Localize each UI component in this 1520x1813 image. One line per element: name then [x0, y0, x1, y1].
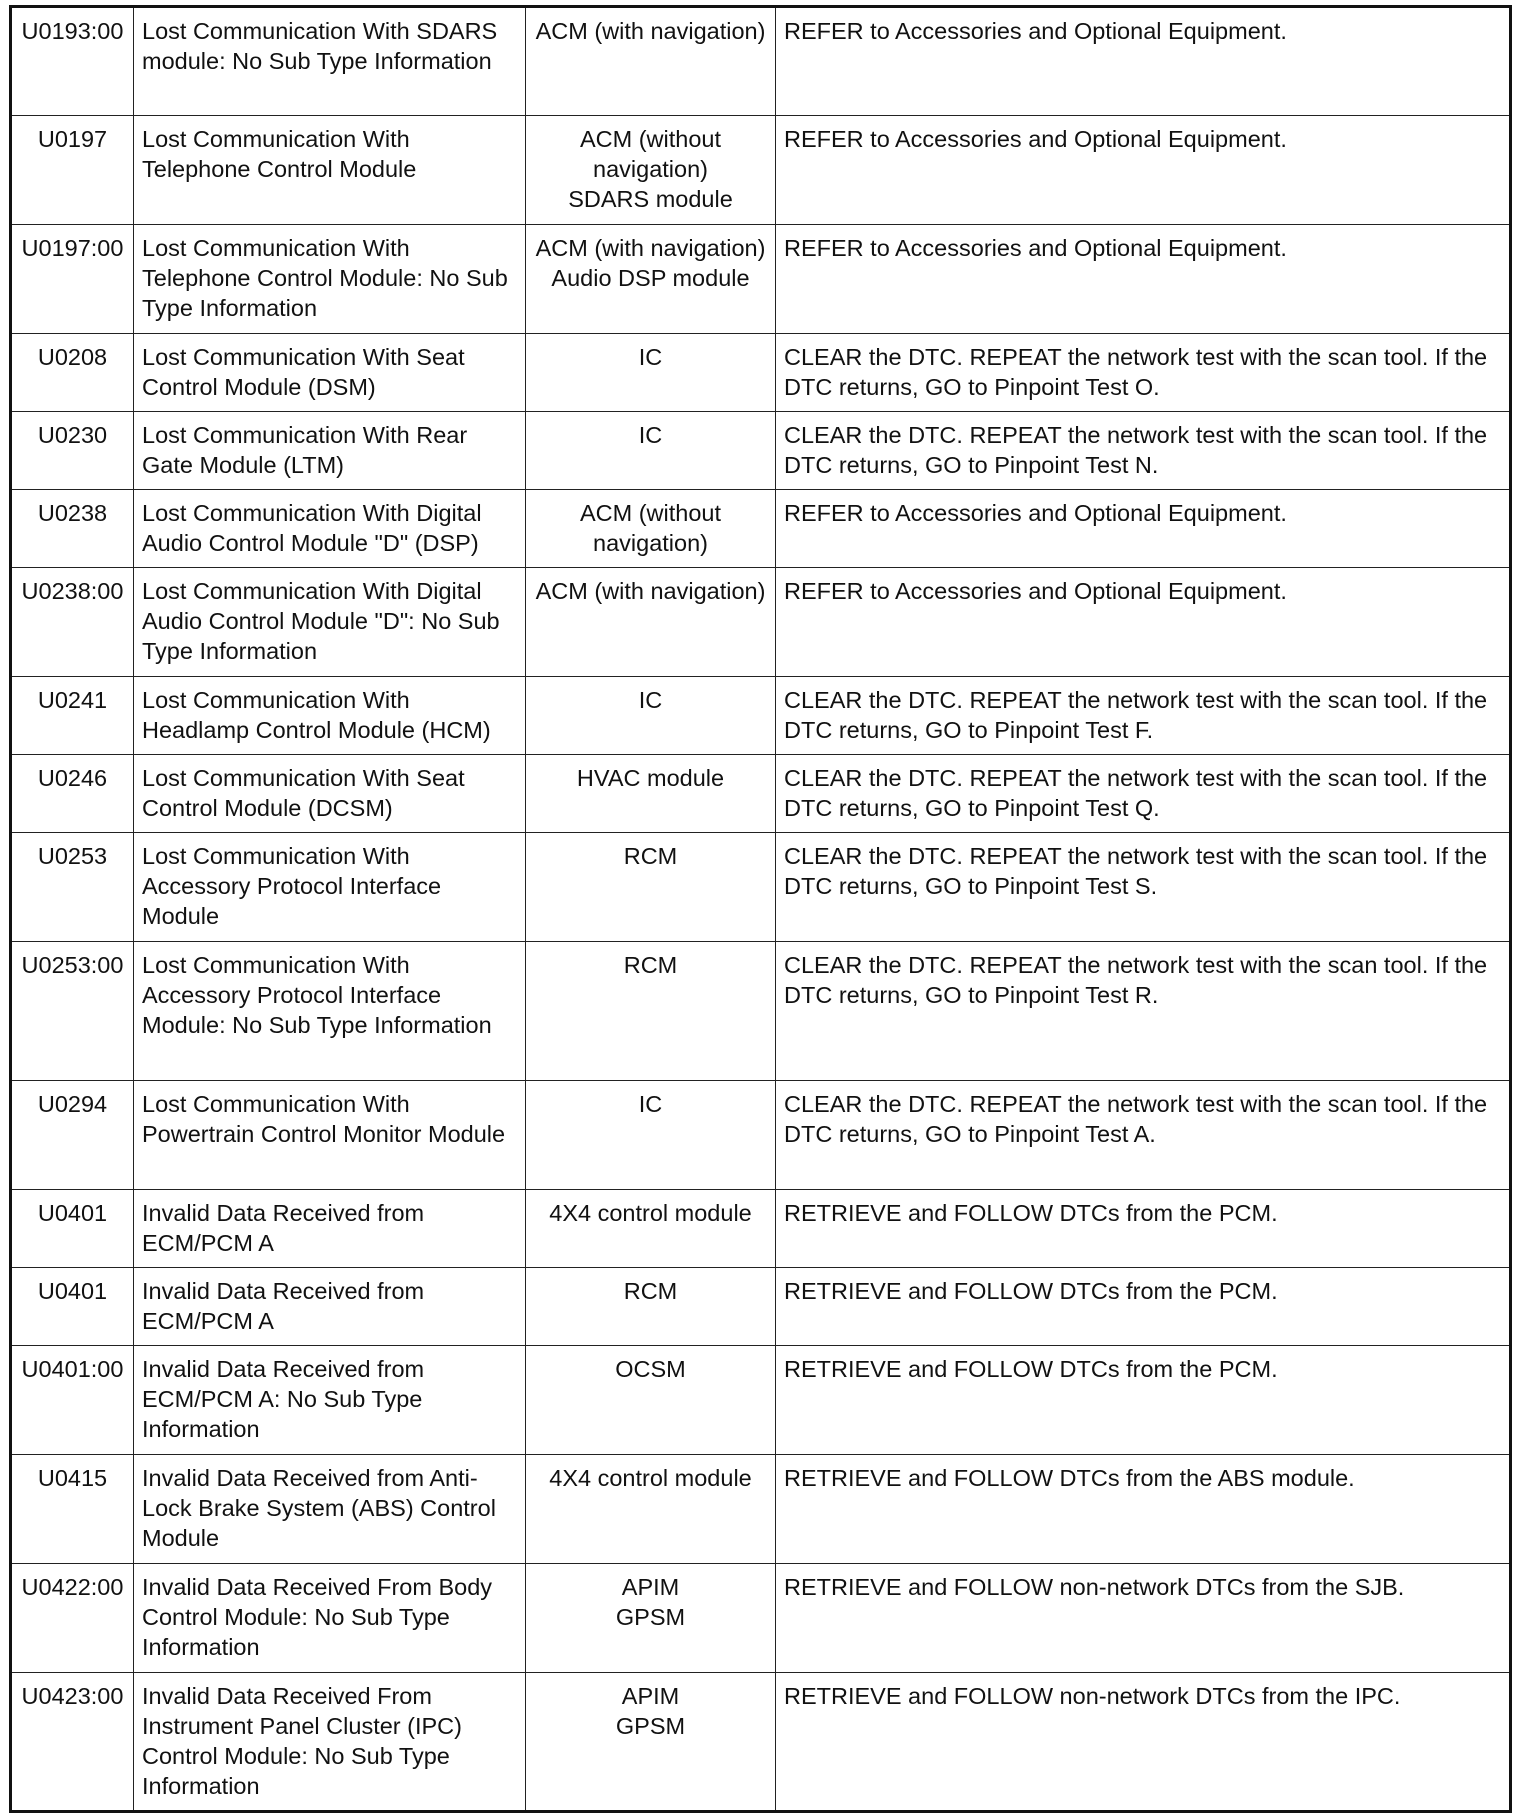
table-row	[11, 833, 1511, 942]
dtc-code-cell: U0253	[11, 833, 134, 942]
dtc-module-cell	[526, 1346, 776, 1455]
table-row	[11, 1673, 1511, 1812]
dtc-code-cell: U0401	[11, 1190, 134, 1268]
table-row	[11, 1081, 1511, 1190]
module-name: ACM (with navigation)	[535, 235, 766, 261]
dtc-module-cell	[526, 833, 776, 942]
dtc-description-cell: Lost Communication With Powertrain Control Monitor Module	[134, 1081, 526, 1190]
dtc-module-cell	[526, 1268, 776, 1346]
module-name: 4X4 control module	[549, 1465, 752, 1491]
dtc-description-cell: Invalid Data Received from Anti-Lock Brake System (ABS) Control Module	[134, 1455, 526, 1564]
dtc-action-cell: REFER to Accessories and Optional Equipment.	[776, 568, 1511, 677]
dtc-code-cell: U0422:00	[11, 1564, 134, 1673]
dtc-action-cell: CLEAR the DTC. REPEAT the network test with the scan tool. If the DTC returns, GO to Pinpoint Test R.	[776, 942, 1511, 1081]
dtc-module-cell	[526, 568, 776, 677]
dtc-code-cell: U0197:00	[11, 225, 134, 334]
table-row	[11, 568, 1511, 677]
module-name: IC	[638, 1091, 663, 1117]
dtc-code-cell: U0208	[11, 334, 134, 412]
dtc-description-cell: Lost Communication With Seat Control Module (DCSM)	[134, 755, 526, 833]
dtc-module-cell	[526, 225, 776, 334]
dtc-module-cell	[526, 755, 776, 833]
dtc-action-cell: REFER to Accessories and Optional Equipment.	[776, 225, 1511, 334]
dtc-module-cell	[526, 116, 776, 225]
table-row	[11, 225, 1511, 334]
dtc-code-cell: U0401:00	[11, 1346, 134, 1455]
dtc-description-cell: Invalid Data Received From Body Control Module: No Sub Type Information	[134, 1564, 526, 1673]
module-name: 4X4 control module	[549, 1200, 752, 1226]
dtc-description-cell: Lost Communication With Digital Audio Control Module "D" (DSP)	[134, 490, 526, 568]
dtc-action-cell: CLEAR the DTC. REPEAT the network test with the scan tool. If the DTC returns, GO to Pinpoint Test N.	[776, 412, 1511, 490]
module-name: IC	[638, 344, 663, 370]
module-name: APIM	[621, 1574, 680, 1600]
dtc-description-cell: Invalid Data Received from ECM/PCM A	[134, 1190, 526, 1268]
dtc-description-cell: Lost Communication With Telephone Control Module	[134, 116, 526, 225]
dtc-table	[9, 5, 1512, 1813]
dtc-module-cell	[526, 677, 776, 755]
table-row	[11, 490, 1511, 568]
dtc-description-cell: Lost Communication With Accessory Protocol Interface Module	[134, 833, 526, 942]
dtc-module-cell	[526, 1455, 776, 1564]
table-row	[11, 755, 1511, 833]
dtc-action-cell: CLEAR the DTC. REPEAT the network test with the scan tool. If the DTC returns, GO to Pinpoint Test O.	[776, 334, 1511, 412]
module-name: ACM (with navigation)	[535, 18, 766, 44]
dtc-code-cell: U0253:00	[11, 942, 134, 1081]
module-name: GPSM	[615, 1713, 686, 1739]
dtc-module-cell	[526, 942, 776, 1081]
module-name: RCM	[623, 843, 678, 869]
table-row	[11, 1346, 1511, 1455]
table-row	[11, 412, 1511, 490]
dtc-code-cell: U0423:00	[11, 1673, 134, 1812]
dtc-module-cell	[526, 412, 776, 490]
dtc-code-cell: U0238:00	[11, 568, 134, 677]
dtc-description-cell: Invalid Data Received from ECM/PCM A: No Sub Type Information	[134, 1346, 526, 1455]
dtc-description-cell: Invalid Data Received From Instrument Panel Cluster (IPC) Control Module: No Sub Type Information	[134, 1673, 526, 1812]
dtc-description-cell: Lost Communication With Rear Gate Module (LTM)	[134, 412, 526, 490]
module-name: IC	[638, 422, 663, 448]
module-name: OCSM	[615, 1356, 686, 1382]
table-row	[11, 677, 1511, 755]
dtc-module-cell	[526, 7, 776, 116]
dtc-action-cell: RETRIEVE and FOLLOW non-network DTCs from the SJB.	[776, 1564, 1511, 1673]
dtc-module-cell	[526, 1564, 776, 1673]
dtc-module-cell	[526, 334, 776, 412]
dtc-description-cell: Invalid Data Received from ECM/PCM A	[134, 1268, 526, 1346]
dtc-action-cell: RETRIEVE and FOLLOW non-network DTCs from the IPC.	[776, 1673, 1511, 1812]
dtc-description-cell: Lost Communication With Headlamp Control Module (HCM)	[134, 677, 526, 755]
dtc-module-cell	[526, 1190, 776, 1268]
dtc-action-cell: RETRIEVE and FOLLOW DTCs from the PCM.	[776, 1190, 1511, 1268]
module-name: HVAC module	[576, 765, 725, 791]
module-name: ACM (without navigation)	[579, 500, 722, 556]
dtc-action-cell: REFER to Accessories and Optional Equipment.	[776, 490, 1511, 568]
dtc-action-cell: REFER to Accessories and Optional Equipment.	[776, 116, 1511, 225]
module-name: RCM	[623, 1278, 678, 1304]
module-name: GPSM	[615, 1604, 686, 1630]
dtc-code-cell: U0401	[11, 1268, 134, 1346]
dtc-code-cell: U0193:00	[11, 7, 134, 116]
dtc-code-cell: U0241	[11, 677, 134, 755]
dtc-description-cell: Lost Communication With Seat Control Module (DSM)	[134, 334, 526, 412]
dtc-table-body	[11, 7, 1511, 1812]
table-row	[11, 1190, 1511, 1268]
module-name: SDARS module	[568, 186, 733, 212]
dtc-action-cell: CLEAR the DTC. REPEAT the network test with the scan tool. If the DTC returns, GO to Pinpoint Test A.	[776, 1081, 1511, 1190]
module-name: APIM	[621, 1683, 680, 1709]
dtc-module-cell	[526, 1081, 776, 1190]
dtc-action-cell: CLEAR the DTC. REPEAT the network test with the scan tool. If the DTC returns, GO to Pinpoint Test Q.	[776, 755, 1511, 833]
table-row	[11, 334, 1511, 412]
dtc-description-cell: Lost Communication With Digital Audio Control Module "D": No Sub Type Information	[134, 568, 526, 677]
dtc-code-cell: U0230	[11, 412, 134, 490]
module-name: ACM (without navigation)	[579, 126, 722, 182]
dtc-code-cell: U0415	[11, 1455, 134, 1564]
module-name: IC	[638, 687, 663, 713]
dtc-code-cell: U0246	[11, 755, 134, 833]
module-name: Audio DSP module	[551, 265, 750, 291]
dtc-code-cell: U0238	[11, 490, 134, 568]
dtc-description-cell: Lost Communication With Telephone Control Module: No Sub Type Information	[134, 225, 526, 334]
table-row	[11, 7, 1511, 116]
table-row	[11, 1564, 1511, 1673]
table-row	[11, 1268, 1511, 1346]
dtc-action-cell: RETRIEVE and FOLLOW DTCs from the PCM.	[776, 1346, 1511, 1455]
dtc-action-cell: CLEAR the DTC. REPEAT the network test with the scan tool. If the DTC returns, GO to Pinpoint Test F.	[776, 677, 1511, 755]
dtc-description-cell: Lost Communication With SDARS module: No Sub Type Information	[134, 7, 526, 116]
module-name: RCM	[623, 952, 678, 978]
dtc-module-cell	[526, 1673, 776, 1812]
table-row	[11, 1455, 1511, 1564]
dtc-action-cell: REFER to Accessories and Optional Equipment.	[776, 7, 1511, 116]
document-page	[9, 5, 1509, 1799]
dtc-module-cell	[526, 490, 776, 568]
dtc-action-cell: RETRIEVE and FOLLOW DTCs from the ABS module.	[776, 1455, 1511, 1564]
table-row	[11, 116, 1511, 225]
dtc-code-cell: U0294	[11, 1081, 134, 1190]
dtc-action-cell: RETRIEVE and FOLLOW DTCs from the PCM.	[776, 1268, 1511, 1346]
dtc-code-cell: U0197	[11, 116, 134, 225]
table-row	[11, 942, 1511, 1081]
module-name: ACM (with navigation)	[535, 578, 766, 604]
dtc-action-cell: CLEAR the DTC. REPEAT the network test with the scan tool. If the DTC returns, GO to Pinpoint Test S.	[776, 833, 1511, 942]
dtc-description-cell: Lost Communication With Accessory Protocol Interface Module: No Sub Type Information	[134, 942, 526, 1081]
